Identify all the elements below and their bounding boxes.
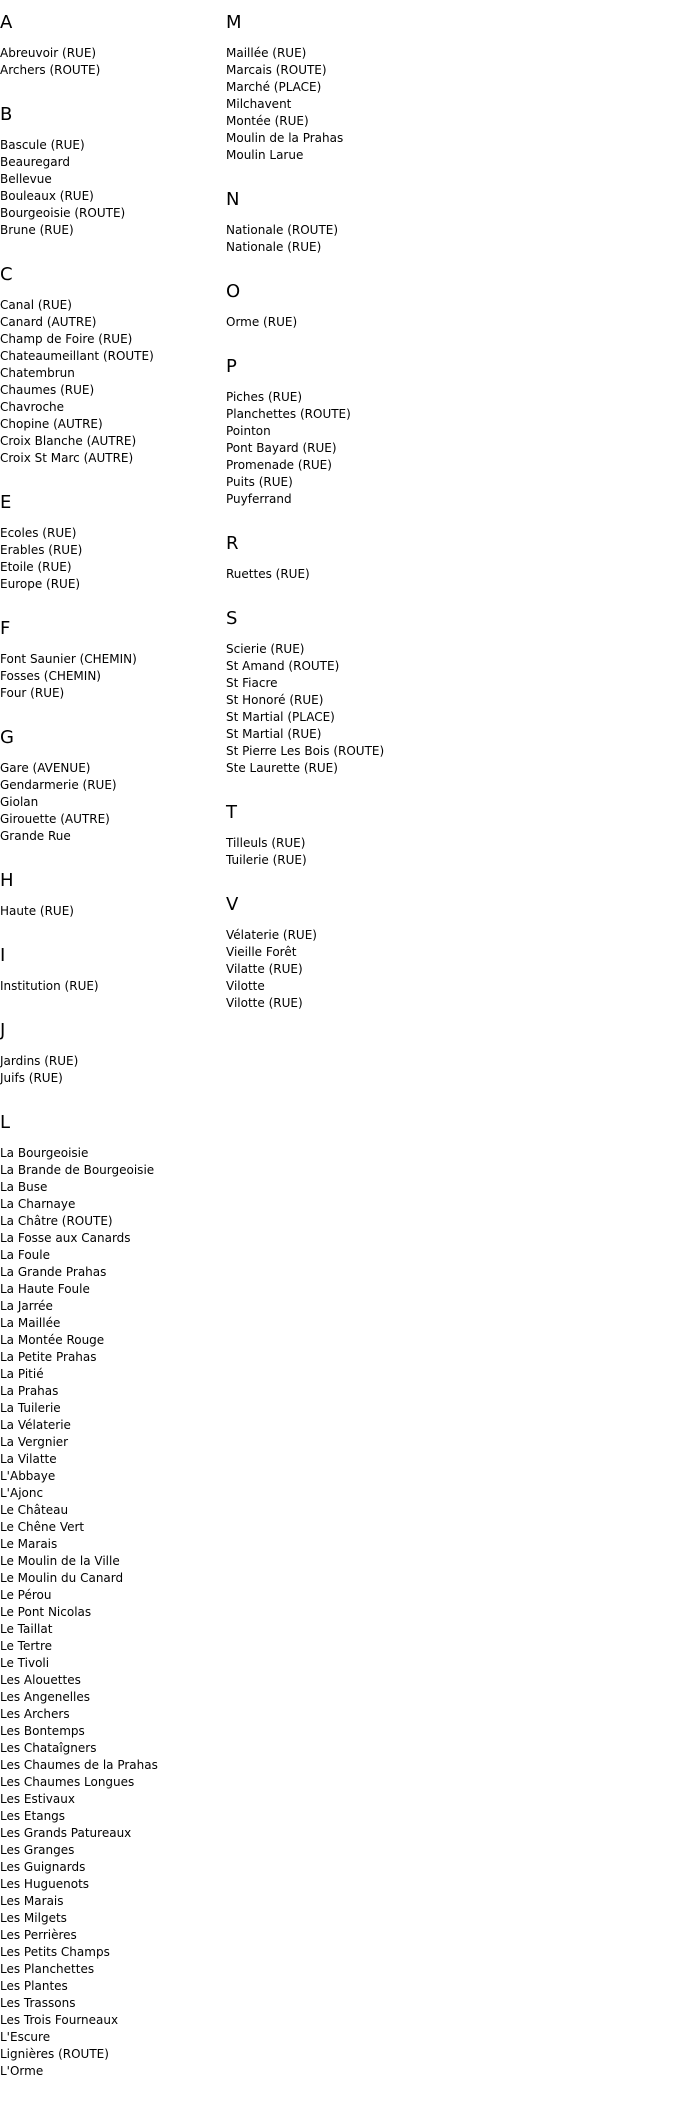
street-entry: Archers (ROUTE) xyxy=(0,63,101,77)
street-entry: La Châtre (ROUTE) xyxy=(0,1214,113,1228)
street-entry: Scierie (RUE) xyxy=(226,642,305,656)
street-entry: Croix Blanche (AUTRE) xyxy=(0,434,137,448)
street-entry: Grande Rue xyxy=(0,829,71,843)
street-list xyxy=(0,903,220,920)
street-entry: La Grande Prahas xyxy=(0,1265,107,1279)
letter-group xyxy=(226,607,526,777)
street-entry: Vilotte (RUE) xyxy=(226,996,303,1010)
street-entry: Maillée (RUE) xyxy=(226,46,307,60)
street-entry: Piches (RUE) xyxy=(226,390,303,404)
street-entry: Vieille Forêt xyxy=(226,945,297,959)
street-entry: Les Petits Champs xyxy=(0,1945,110,1959)
street-list xyxy=(226,389,526,508)
street-entry: L'Escure xyxy=(0,2030,51,2044)
letter-heading: R xyxy=(226,533,239,554)
street-list xyxy=(226,641,526,777)
street-entry: Juifs (RUE) xyxy=(0,1071,63,1085)
street-entry: Nationale (RUE) xyxy=(226,240,322,254)
street-entry: Marcais (ROUTE) xyxy=(226,63,327,77)
street-entry: Champ de Foire (RUE) xyxy=(0,332,133,346)
street-entry: La Tuilerie xyxy=(0,1401,61,1415)
street-entry: Nationale (ROUTE) xyxy=(226,223,339,237)
letter-group xyxy=(0,1019,220,1087)
street-list xyxy=(226,314,526,331)
street-entry: Puyferrand xyxy=(226,492,292,506)
street-entry: Les Trois Fourneaux xyxy=(0,2013,119,2027)
street-list xyxy=(0,978,220,995)
letter-group xyxy=(226,893,526,1012)
street-entry: La Prahas xyxy=(0,1384,59,1398)
street-entry: Haute (RUE) xyxy=(0,904,74,918)
street-entry: Le Chêne Vert xyxy=(0,1520,85,1534)
street-list xyxy=(0,137,220,239)
street-entry: Le Moulin de la Ville xyxy=(0,1554,120,1568)
street-entry: La Buse xyxy=(0,1180,48,1194)
street-entry: Canard (AUTRE) xyxy=(0,315,97,329)
street-entry: St Honoré (RUE) xyxy=(226,693,324,707)
letter-group xyxy=(0,617,220,702)
street-entry: La Vergnier xyxy=(0,1435,69,1449)
street-entry: Bouleaux (RUE) xyxy=(0,189,94,203)
letter-heading: E xyxy=(0,492,12,513)
letter-group xyxy=(226,280,526,331)
street-entry: Brune (RUE) xyxy=(0,223,74,237)
street-entry: Gendarmerie (RUE) xyxy=(0,778,117,792)
street-entry: Les Etangs xyxy=(0,1809,66,1823)
street-entry: Vilatte (RUE) xyxy=(226,962,303,976)
street-list xyxy=(226,927,526,1012)
street-entry: Les Grands Patureaux xyxy=(0,1826,132,1840)
street-entry: Abreuvoir (RUE) xyxy=(0,46,97,60)
street-list xyxy=(0,760,220,845)
street-entry: La Haute Foule xyxy=(0,1282,90,1296)
street-entry: Girouette (AUTRE) xyxy=(0,812,110,826)
street-list xyxy=(0,1145,220,2080)
street-entry: Chatembrun xyxy=(0,366,75,380)
letter-group xyxy=(0,944,220,995)
street-entry: Les Planchettes xyxy=(0,1962,95,1976)
street-entry: Planchettes (ROUTE) xyxy=(226,407,351,421)
letter-group xyxy=(0,491,220,593)
letter-heading: H xyxy=(0,870,14,891)
street-entry: La Charnaye xyxy=(0,1197,76,1211)
letter-heading: S xyxy=(226,608,238,629)
street-entry: Les Granges xyxy=(0,1843,75,1857)
street-entry: St Pierre Les Bois (ROUTE) xyxy=(226,744,385,758)
street-entry: La Brande de Bourgeoisie xyxy=(0,1163,155,1177)
letter-heading: B xyxy=(0,104,13,125)
street-entry: Les Milgets xyxy=(0,1911,67,1925)
street-list xyxy=(0,45,220,79)
street-entry: L'Abbaye xyxy=(0,1469,56,1483)
street-entry: Chavroche xyxy=(0,400,65,414)
street-entry: Four (RUE) xyxy=(0,686,65,700)
street-entry: Milchavent xyxy=(226,97,292,111)
street-entry: Moulin de la Prahas xyxy=(226,131,344,145)
street-entry: La Montée Rouge xyxy=(0,1333,105,1347)
letter-heading: A xyxy=(0,12,13,33)
street-entry: Vilotte xyxy=(226,979,265,993)
street-entry: St Martial (PLACE) xyxy=(226,710,335,724)
street-entry: La Pitié xyxy=(0,1367,44,1381)
street-entry: Ruettes (RUE) xyxy=(226,567,310,581)
letter-group xyxy=(226,355,526,508)
street-entry: La Maillée xyxy=(0,1316,61,1330)
letter-group xyxy=(0,263,220,467)
street-entry: St Fiacre xyxy=(226,676,278,690)
street-entry: Le Taillat xyxy=(0,1622,53,1636)
street-entry: La Bourgeoisie xyxy=(0,1146,89,1160)
street-entry: Les Chaumes de la Prahas xyxy=(0,1758,158,1772)
street-list xyxy=(226,835,526,869)
street-entry: Les Chataîgners xyxy=(0,1741,97,1755)
letter-heading: T xyxy=(226,802,237,823)
street-entry: Promenade (RUE) xyxy=(226,458,332,472)
street-entry: Bourgeoisie (ROUTE) xyxy=(0,206,126,220)
letter-heading: V xyxy=(226,894,239,915)
street-entry: Le Pont Nicolas xyxy=(0,1605,92,1619)
street-entry: Les Plantes xyxy=(0,1979,68,1993)
letter-heading: I xyxy=(0,945,6,966)
letter-group xyxy=(0,11,220,79)
street-entry: Les Angenelles xyxy=(0,1690,91,1704)
street-entry: St Amand (ROUTE) xyxy=(226,659,340,673)
street-entry: Giolan xyxy=(0,795,39,809)
street-entry: La Vilatte xyxy=(0,1452,57,1466)
letter-heading: G xyxy=(0,727,14,748)
letter-heading: J xyxy=(0,1020,6,1041)
street-entry: Bellevue xyxy=(0,172,52,186)
letter-group xyxy=(0,869,220,920)
street-entry: Font Saunier (CHEMIN) xyxy=(0,652,137,666)
street-entry: Canal (RUE) xyxy=(0,298,72,312)
street-index-column-left xyxy=(0,11,220,2104)
letter-heading: C xyxy=(0,264,13,285)
street-entry: Les Huguenots xyxy=(0,1877,90,1891)
street-index-column-right xyxy=(226,11,526,1036)
letter-group xyxy=(226,801,526,869)
street-entry: Tilleuls (RUE) xyxy=(226,836,306,850)
street-list xyxy=(0,1053,220,1087)
street-entry: Lignières (ROUTE) xyxy=(0,2047,109,2061)
street-entry: Tuilerie (RUE) xyxy=(226,853,307,867)
street-entry: Le Tivoli xyxy=(0,1656,50,1670)
letter-group xyxy=(0,1111,220,2080)
street-entry: La Jarrée xyxy=(0,1299,53,1313)
street-list xyxy=(0,525,220,593)
street-entry: Ste Laurette (RUE) xyxy=(226,761,338,775)
street-entry: La Vélaterie xyxy=(0,1418,71,1432)
street-entry: Chaumes (RUE) xyxy=(0,383,95,397)
letter-group xyxy=(226,532,526,583)
letter-group xyxy=(0,726,220,845)
street-entry: St Martial (RUE) xyxy=(226,727,322,741)
street-entry: Pont Bayard (RUE) xyxy=(226,441,337,455)
street-entry: Les Chaumes Longues xyxy=(0,1775,135,1789)
street-entry: Bascule (RUE) xyxy=(0,138,85,152)
street-entry: Gare (AVENUE) xyxy=(0,761,91,775)
letter-heading: M xyxy=(226,12,242,33)
street-entry: Puits (RUE) xyxy=(226,475,293,489)
street-list xyxy=(0,651,220,702)
street-entry: Le Moulin du Canard xyxy=(0,1571,124,1585)
street-entry: L'Ajonc xyxy=(0,1486,44,1500)
street-entry: Chateaumeillant (ROUTE) xyxy=(0,349,154,363)
street-entry: Le Marais xyxy=(0,1537,58,1551)
street-entry: Le Pérou xyxy=(0,1588,52,1602)
letter-heading: L xyxy=(0,1112,11,1133)
street-entry: Les Bontemps xyxy=(0,1724,85,1738)
street-entry: Les Alouettes xyxy=(0,1673,81,1687)
street-entry: La Fosse aux Canards xyxy=(0,1231,131,1245)
street-entry: Orme (RUE) xyxy=(226,315,298,329)
street-entry: Les Archers xyxy=(0,1707,70,1721)
street-entry: Fosses (CHEMIN) xyxy=(0,669,101,683)
letter-heading: O xyxy=(226,281,241,302)
street-entry: Etoile (RUE) xyxy=(0,560,72,574)
street-entry: La Foule xyxy=(0,1248,50,1262)
street-entry: Le Château xyxy=(0,1503,69,1517)
street-entry: Les Trassons xyxy=(0,1996,76,2010)
street-entry: Jardins (RUE) xyxy=(0,1054,79,1068)
street-entry: Marché (PLACE) xyxy=(226,80,322,94)
street-entry: L'Orme xyxy=(0,2064,44,2078)
street-entry: Les Guignards xyxy=(0,1860,86,1874)
street-entry: Erables (RUE) xyxy=(0,543,83,557)
letter-group xyxy=(226,188,526,256)
street-entry: Europe (RUE) xyxy=(0,577,81,591)
street-list xyxy=(226,222,526,256)
letter-heading: P xyxy=(226,356,237,377)
street-entry: Moulin Larue xyxy=(226,148,304,162)
letter-heading: F xyxy=(0,618,11,639)
street-entry: Montée (RUE) xyxy=(226,114,309,128)
street-entry: Croix St Marc (AUTRE) xyxy=(0,451,134,465)
street-entry: Beauregard xyxy=(0,155,70,169)
street-entry: Vélaterie (RUE) xyxy=(226,928,317,942)
letter-group xyxy=(226,11,526,164)
street-entry: Le Tertre xyxy=(0,1639,53,1653)
street-list xyxy=(226,45,526,164)
street-entry: Pointon xyxy=(226,424,271,438)
street-list xyxy=(226,566,526,583)
street-entry: Les Perrières xyxy=(0,1928,77,1942)
street-entry: Les Marais xyxy=(0,1894,64,1908)
letter-heading: N xyxy=(226,189,240,210)
street-entry: Ecoles (RUE) xyxy=(0,526,77,540)
street-list xyxy=(0,297,220,467)
letter-group xyxy=(0,103,220,239)
street-entry: La Petite Prahas xyxy=(0,1350,97,1364)
street-entry: Les Estivaux xyxy=(0,1792,75,1806)
street-entry: Chopine (AUTRE) xyxy=(0,417,103,431)
street-entry: Institution (RUE) xyxy=(0,979,99,993)
